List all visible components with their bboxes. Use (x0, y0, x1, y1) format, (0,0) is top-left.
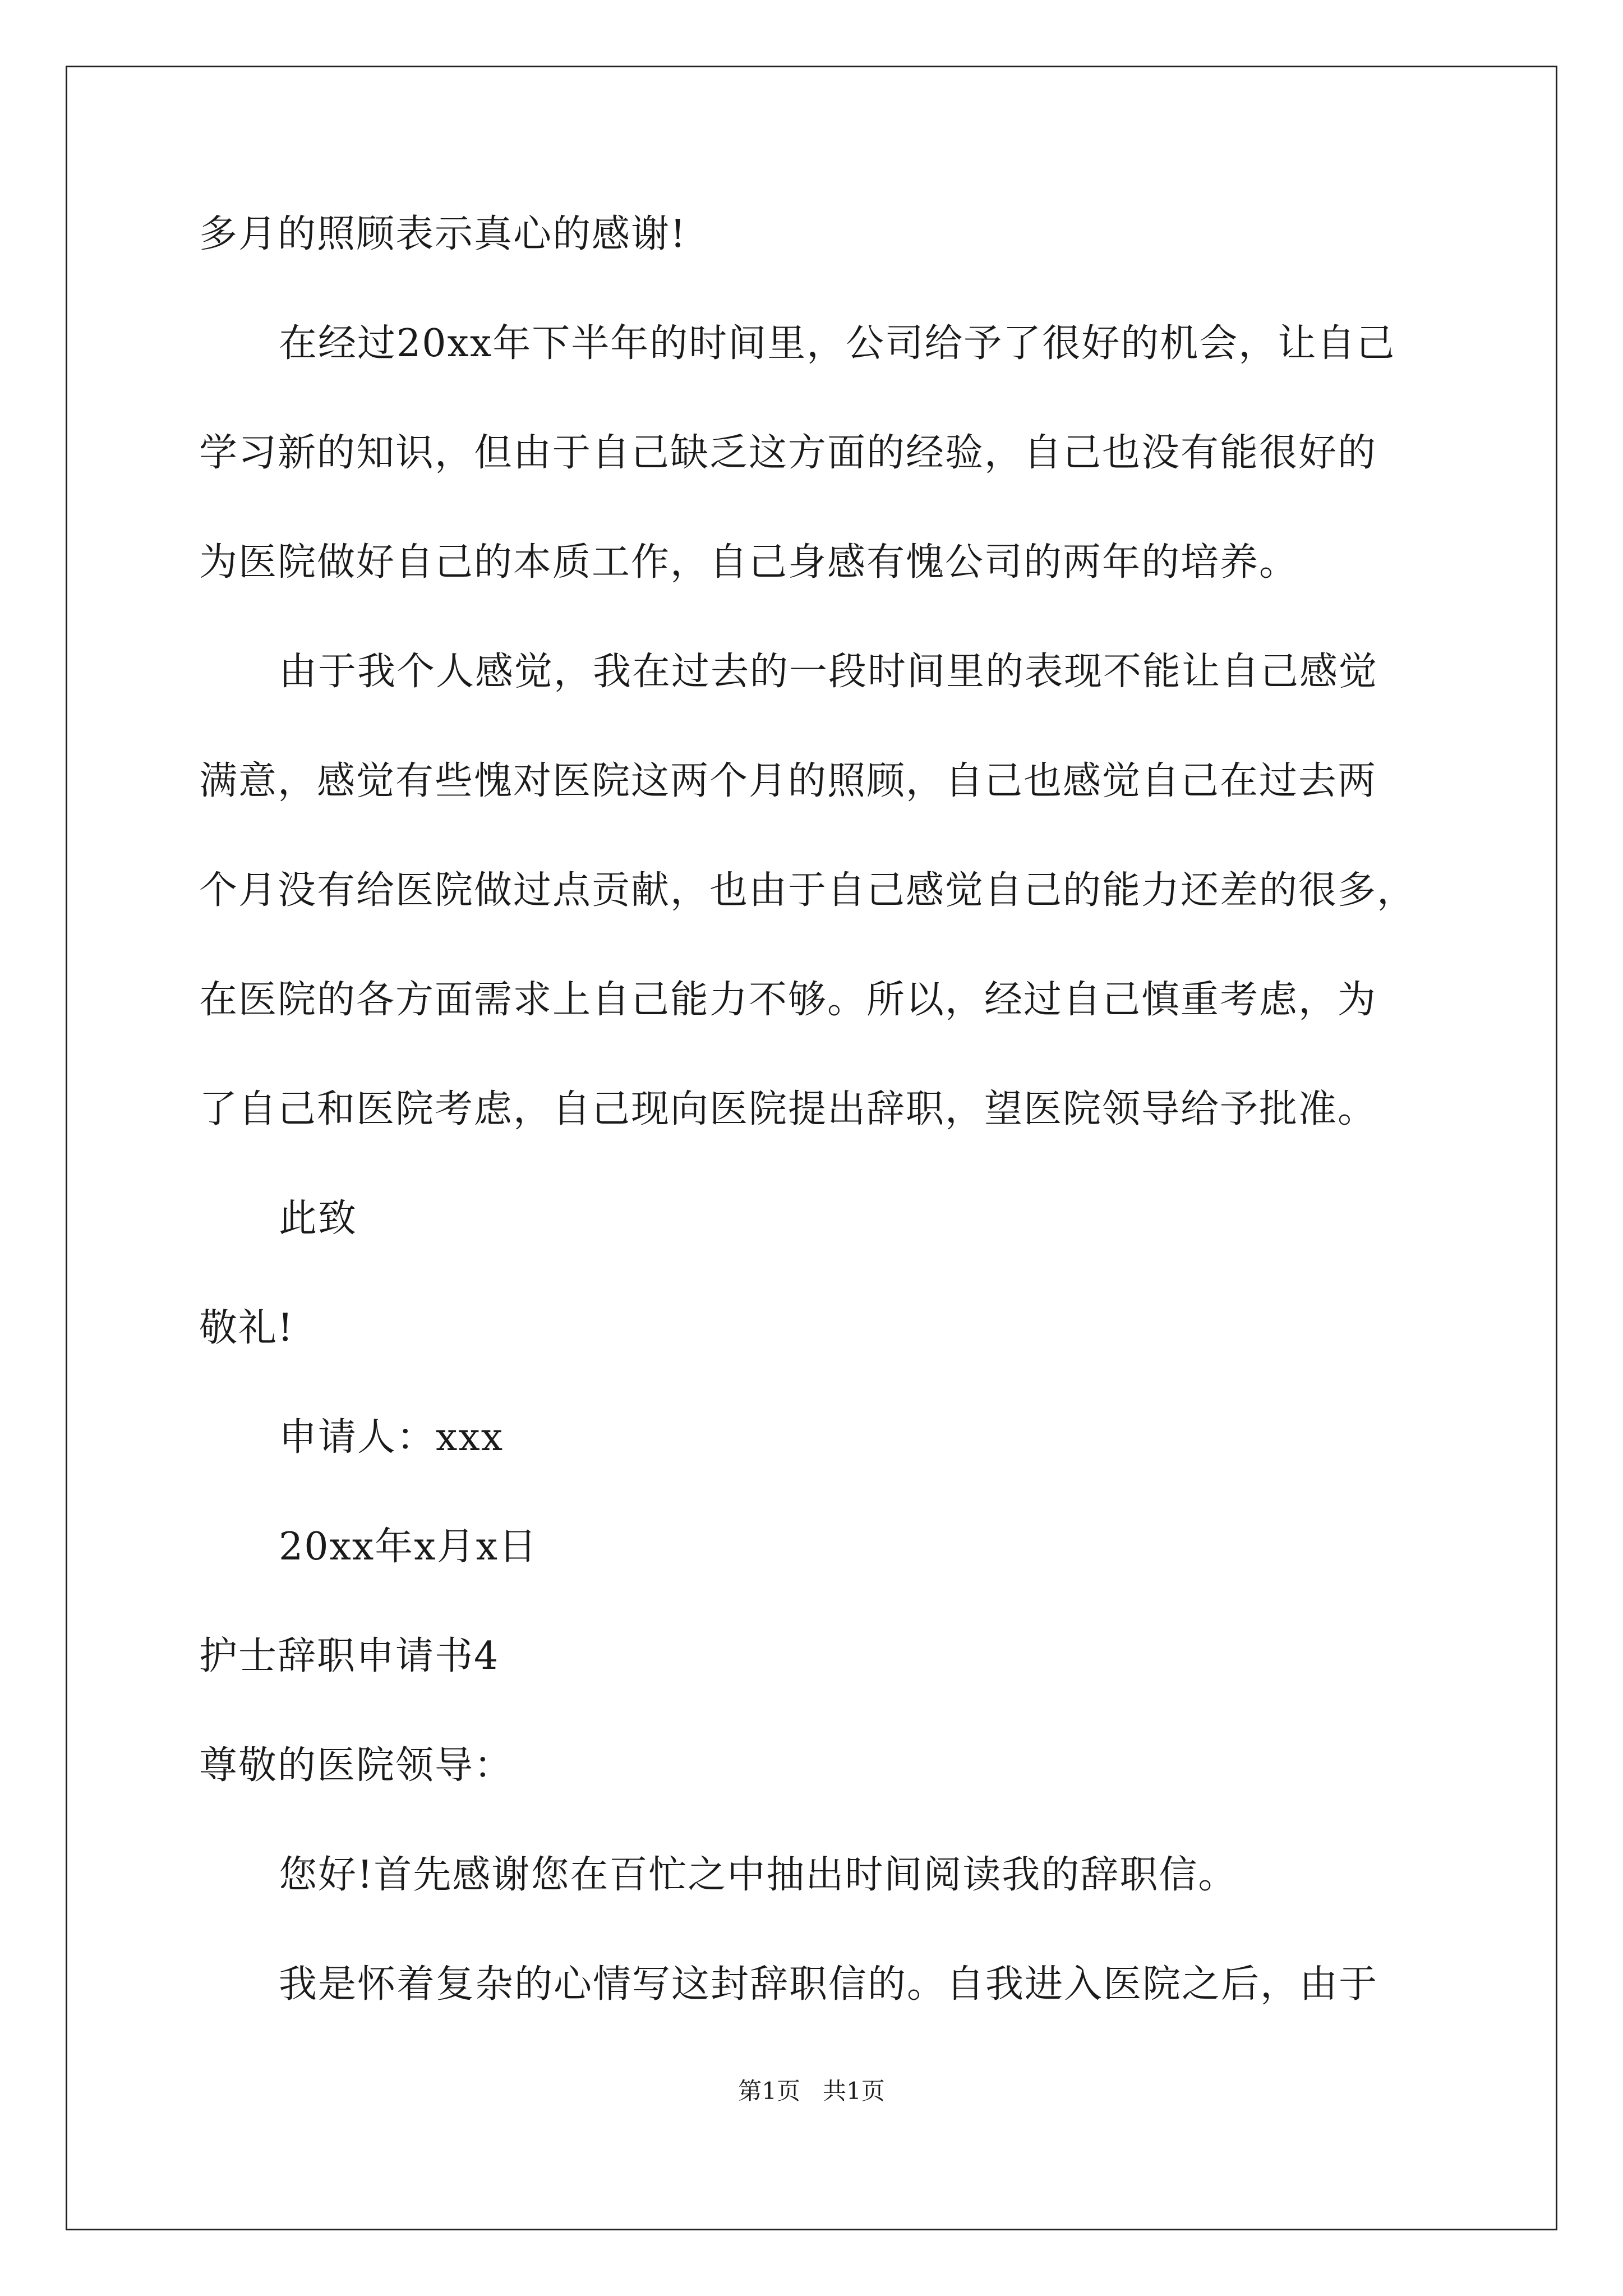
body-line: 学习新的知识，但由于自己缺乏这方面的经验，自己也没有能很好的 (199, 431, 1377, 475)
body-line: 多月的照顾表示真心的感谢! (199, 212, 687, 256)
body-line: 为医院做好自己的本质工作，自己身感有愧公司的两年的培养。 (199, 540, 1299, 585)
closing-salutation: 此致 (279, 1197, 358, 1241)
page-footer (0, 2076, 1623, 2107)
body-line: 在经过20xx年下半年的时间里，公司给予了很好的机会，让自己 (279, 321, 1396, 366)
body-line: 我是怀着复杂的心情写这封辞职信的。自我进入医院之后，由于 (279, 1962, 1378, 2007)
applicant-line: 申请人：xxx (279, 1415, 504, 1460)
section-title: 护士辞职申请书4 (199, 1634, 500, 1678)
page-border (66, 66, 1557, 2230)
body-line: 由于我个人感觉，我在过去的一段时间里的表现不能让自己感觉 (279, 650, 1378, 694)
body-line: 在医院的各方面需求上自己能力不够。所以，经过自己慎重考虑，为 (199, 978, 1377, 1022)
body-line: 满意，感觉有些愧对医院这两个月的照顾，自己也感觉自己在过去两 (199, 759, 1377, 803)
page-total: 共1页 (823, 2077, 885, 2105)
body-line: 您好!首先感谢您在百忙之中抽出时间阅读我的辞职信。 (279, 1853, 1238, 1897)
body-line: 了自己和医院考虑，自己现向医院提出辞职，望医院领导给予批准。 (199, 1087, 1377, 1131)
body-line: 个月没有给医院做过点贡献，也由于自己感觉自己的能力还差的很多， (199, 868, 1417, 913)
page-number: 第1页 (738, 2077, 800, 2105)
closing-regards: 敬礼! (199, 1306, 294, 1350)
greeting-line: 尊敬的医院领导： (199, 1743, 514, 1788)
date-line: 20xx年x月x日 (279, 1525, 538, 1569)
